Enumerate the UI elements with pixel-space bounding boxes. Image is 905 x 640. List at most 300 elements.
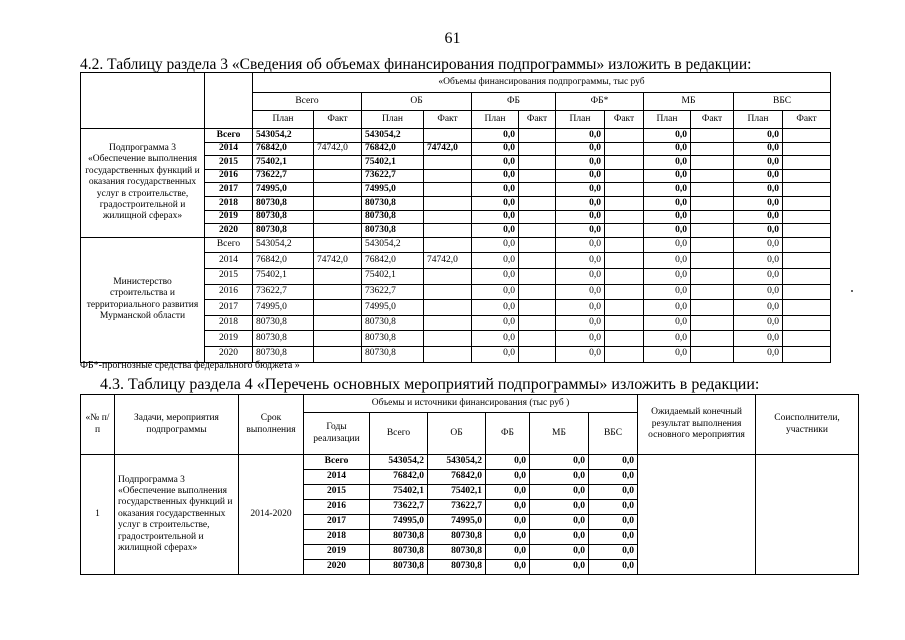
mb-cell: 0,0	[530, 515, 589, 530]
mb-cell: 0,0	[530, 485, 589, 500]
mb-fact-cell	[691, 210, 734, 224]
year-cell: 2020	[205, 346, 253, 362]
mb-cell: 0,0	[530, 545, 589, 560]
vbs-cell: 0,0	[589, 455, 638, 470]
year-cell: 2016	[205, 284, 253, 300]
vbs-fact-cell	[783, 237, 831, 253]
mb-fact-cell	[691, 315, 734, 331]
total-plan-cell: 75402,1	[253, 156, 314, 170]
vbs-cell: 0,0	[589, 485, 638, 500]
mb-fact-cell	[691, 237, 734, 253]
total-plan-cell: 74995,0	[253, 300, 314, 316]
scan-speck	[851, 290, 853, 292]
header-fact: Факт	[314, 111, 362, 129]
fb-fact-cell	[519, 268, 556, 284]
mb-plan-cell: 0,0	[644, 315, 691, 331]
ob-plan-cell: 80730,8	[362, 210, 424, 224]
fb-fact-cell	[519, 253, 556, 269]
total-fact-cell	[314, 183, 362, 197]
fb-forecast-plan-cell: 0,0	[556, 210, 605, 224]
mb-fact-cell	[691, 284, 734, 300]
fb-forecast-plan-cell: 0,0	[556, 142, 605, 156]
footnote: ФБ*-прогнозные средства федерального бюджета »	[80, 360, 300, 371]
mb-fact-cell	[691, 196, 734, 210]
mb-plan-cell: 0,0	[644, 346, 691, 362]
ob-plan-cell: 80730,8	[362, 315, 424, 331]
total-cell: 75402,1	[370, 485, 428, 500]
total-plan-cell: 75402,1	[253, 268, 314, 284]
total-cell: 76842,0	[370, 470, 428, 485]
fb-fact-cell	[519, 129, 556, 143]
mb-fact-cell	[691, 253, 734, 269]
fb-fact-cell	[519, 315, 556, 331]
total-plan-cell: 80730,8	[253, 210, 314, 224]
vbs-fact-cell	[783, 284, 831, 300]
vbs-fact-cell	[783, 315, 831, 331]
vbs-plan-cell: 0,0	[734, 253, 783, 269]
year-cell: 2018	[304, 530, 370, 545]
year-cell: 2017	[304, 515, 370, 530]
fb-forecast-fact-cell	[605, 129, 644, 143]
mb-plan-cell: 0,0	[644, 237, 691, 253]
total-fact-cell	[314, 284, 362, 300]
ob-cell: 73622,7	[428, 500, 486, 515]
mb-fact-cell	[691, 129, 734, 143]
ob-fact-cell	[424, 156, 472, 170]
fb-forecast-plan-cell: 0,0	[556, 196, 605, 210]
vbs-fact-cell	[783, 129, 831, 143]
ob-fact-cell	[424, 196, 472, 210]
header-plan: План	[362, 111, 424, 129]
vbs-fact-cell	[783, 183, 831, 197]
header-row	[81, 73, 831, 93]
ob-plan-cell: 76842,0	[362, 142, 424, 156]
mb-cell: 0,0	[530, 560, 589, 575]
ob-cell: 76842,0	[428, 470, 486, 485]
header-plan: План	[734, 111, 783, 129]
total-cell: 73622,7	[370, 500, 428, 515]
ob-plan-cell: 74995,0	[362, 183, 424, 197]
fb-plan-cell: 0,0	[472, 169, 519, 183]
table-row	[81, 237, 831, 253]
fb-forecast-plan-cell: 0,0	[556, 315, 605, 331]
year-cell: 2015	[205, 156, 253, 170]
ob-fact-cell	[424, 183, 472, 197]
total-plan-cell: 80730,8	[253, 331, 314, 347]
mb-cell: 0,0	[530, 470, 589, 485]
fb-forecast-plan-cell: 0,0	[556, 331, 605, 347]
fb-cell: 0,0	[486, 500, 530, 515]
header-group-fb-forecast: ФБ*	[556, 93, 644, 111]
fb-plan-cell: 0,0	[472, 331, 519, 347]
fb-plan-cell: 0,0	[472, 253, 519, 269]
fb-fact-cell	[519, 183, 556, 197]
total-fact-cell: 74742,0	[314, 142, 362, 156]
total-fact-cell	[314, 346, 362, 362]
vbs-plan-cell: 0,0	[734, 169, 783, 183]
total-fact-cell	[314, 224, 362, 238]
section-heading-4-2: 4.2. Таблицу раздела 3 «Сведения об объемах финансирования подпрограммы» изложить в редакции:	[80, 56, 752, 73]
t2-header-ob: ОБ	[428, 413, 486, 455]
fb-fact-cell	[519, 210, 556, 224]
vbs-fact-cell	[783, 268, 831, 284]
fb-forecast-plan-cell: 0,0	[556, 346, 605, 362]
ob-plan-cell: 80730,8	[362, 224, 424, 238]
year-cell: 2016	[205, 169, 253, 183]
ob-fact-cell	[424, 224, 472, 238]
vbs-fact-cell	[783, 300, 831, 316]
year-cell: 2019	[304, 545, 370, 560]
vbs-plan-cell: 0,0	[734, 142, 783, 156]
year-cell: Всего	[304, 455, 370, 470]
fb-forecast-fact-cell	[605, 331, 644, 347]
mb-fact-cell	[691, 142, 734, 156]
total-fact-cell	[314, 129, 362, 143]
fb-forecast-fact-cell	[605, 300, 644, 316]
year-cell: 2017	[205, 300, 253, 316]
fb-forecast-plan-cell: 0,0	[556, 300, 605, 316]
total-fact-cell	[314, 237, 362, 253]
vbs-fact-cell	[783, 224, 831, 238]
ob-cell: 74995,0	[428, 515, 486, 530]
fb-forecast-plan-cell: 0,0	[556, 156, 605, 170]
mb-plan-cell: 0,0	[644, 284, 691, 300]
fb-forecast-fact-cell	[605, 142, 644, 156]
vbs-fact-cell	[783, 210, 831, 224]
year-cell: 2020	[205, 224, 253, 238]
total-fact-cell	[314, 331, 362, 347]
vbs-plan-cell: 0,0	[734, 210, 783, 224]
fb-fact-cell	[519, 196, 556, 210]
fb-cell: 0,0	[486, 530, 530, 545]
fb-forecast-plan-cell: 0,0	[556, 253, 605, 269]
mb-fact-cell	[691, 300, 734, 316]
fb-forecast-fact-cell	[605, 315, 644, 331]
t2-header-term: Срок выполнения	[239, 395, 304, 455]
header-plan: План	[472, 111, 519, 129]
mb-cell: 0,0	[530, 455, 589, 470]
fb-forecast-fact-cell	[605, 169, 644, 183]
fb-forecast-plan-cell: 0,0	[556, 169, 605, 183]
total-plan-cell: 80730,8	[253, 346, 314, 362]
total-cell: 80730,8	[370, 530, 428, 545]
ob-plan-cell: 80730,8	[362, 196, 424, 210]
ob-cell: 80730,8	[428, 560, 486, 575]
ob-plan-cell: 74995,0	[362, 300, 424, 316]
ob-fact-cell	[424, 284, 472, 300]
vbs-cell: 0,0	[589, 500, 638, 515]
fb-forecast-plan-cell: 0,0	[556, 268, 605, 284]
mb-plan-cell: 0,0	[644, 169, 691, 183]
subprogram-task-cell: Подпрограмма 3 «Обеспечение выполнения государственных функций и оказания государственных услуг в строительстве, градостроительной и жилищной сферах»	[115, 455, 239, 575]
year-cell: 2019	[205, 210, 253, 224]
fb-cell: 0,0	[486, 470, 530, 485]
t2-header-years: Годы реализации	[304, 413, 370, 455]
mb-plan-cell: 0,0	[644, 268, 691, 284]
vbs-fact-cell	[783, 253, 831, 269]
mb-plan-cell: 0,0	[644, 196, 691, 210]
total-fact-cell	[314, 156, 362, 170]
total-cell: 80730,8	[370, 545, 428, 560]
mb-plan-cell: 0,0	[644, 331, 691, 347]
ob-plan-cell: 80730,8	[362, 331, 424, 347]
header-fact: Факт	[691, 111, 734, 129]
fb-forecast-plan-cell: 0,0	[556, 284, 605, 300]
fb-forecast-plan-cell: 0,0	[556, 183, 605, 197]
ob-plan-cell: 543054,2	[362, 237, 424, 253]
fb-fact-cell	[519, 169, 556, 183]
mb-plan-cell: 0,0	[644, 142, 691, 156]
fb-fact-cell	[519, 300, 556, 316]
fb-plan-cell: 0,0	[472, 210, 519, 224]
mb-plan-cell: 0,0	[644, 210, 691, 224]
header-fact: Факт	[605, 111, 644, 129]
row-number-cell: 1	[81, 455, 115, 575]
fb-cell: 0,0	[486, 485, 530, 500]
year-cell: 2018	[205, 196, 253, 210]
mb-plan-cell: 0,0	[644, 253, 691, 269]
fb-forecast-fact-cell	[605, 268, 644, 284]
ob-fact-cell	[424, 129, 472, 143]
fb-plan-cell: 0,0	[472, 183, 519, 197]
total-cell: 80730,8	[370, 560, 428, 575]
mb-cell: 0,0	[530, 500, 589, 515]
t2-header-funding: Объемы и источники финансирования (тыс руб )	[304, 395, 638, 413]
year-cell: 2014	[205, 142, 253, 156]
ob-plan-cell: 80730,8	[362, 346, 424, 362]
year-cell: 2016	[304, 500, 370, 515]
fb-plan-cell: 0,0	[472, 156, 519, 170]
ob-fact-cell	[424, 315, 472, 331]
mb-plan-cell: 0,0	[644, 300, 691, 316]
ob-fact-cell	[424, 346, 472, 362]
vbs-plan-cell: 0,0	[734, 268, 783, 284]
vbs-cell: 0,0	[589, 530, 638, 545]
ob-cell: 80730,8	[428, 530, 486, 545]
ob-plan-cell: 75402,1	[362, 156, 424, 170]
vbs-plan-cell: 0,0	[734, 156, 783, 170]
total-plan-cell: 543054,2	[253, 237, 314, 253]
header-plan: План	[253, 111, 314, 129]
fb-fact-cell	[519, 237, 556, 253]
year-cell: Всего	[205, 129, 253, 143]
header-financing-volumes: «Объемы финансирования подпрограммы, тыс руб	[253, 73, 831, 93]
ob-fact-cell: 74742,0	[424, 253, 472, 269]
fb-forecast-fact-cell	[605, 196, 644, 210]
mb-fact-cell	[691, 169, 734, 183]
financing-table	[80, 72, 831, 363]
fb-fact-cell	[519, 284, 556, 300]
vbs-cell: 0,0	[589, 515, 638, 530]
fb-forecast-fact-cell	[605, 224, 644, 238]
total-plan-cell: 543054,2	[253, 129, 314, 143]
ob-cell: 80730,8	[428, 545, 486, 560]
fb-fact-cell	[519, 331, 556, 347]
ob-plan-cell: 73622,7	[362, 284, 424, 300]
mb-fact-cell	[691, 156, 734, 170]
year-cell: 2015	[205, 268, 253, 284]
mb-plan-cell: 0,0	[644, 156, 691, 170]
vbs-plan-cell: 0,0	[734, 331, 783, 347]
ob-fact-cell	[424, 169, 472, 183]
vbs-plan-cell: 0,0	[734, 300, 783, 316]
fb-fact-cell	[519, 142, 556, 156]
vbs-cell: 0,0	[589, 470, 638, 485]
year-cell: 2014	[205, 253, 253, 269]
mb-fact-cell	[691, 224, 734, 238]
header-group-vbs: ВБС	[734, 93, 831, 111]
total-fact-cell	[314, 300, 362, 316]
fb-forecast-plan-cell: 0,0	[556, 237, 605, 253]
ob-fact-cell	[424, 268, 472, 284]
t2-header-vbs: ВБС	[589, 413, 638, 455]
vbs-cell: 0,0	[589, 545, 638, 560]
total-plan-cell: 76842,0	[253, 253, 314, 269]
table-row	[81, 129, 831, 143]
year-cell: 2014	[304, 470, 370, 485]
total-plan-cell: 73622,7	[253, 284, 314, 300]
page-number: 61	[444, 30, 461, 47]
mb-fact-cell	[691, 346, 734, 362]
total-fact-cell	[314, 268, 362, 284]
result-cell	[638, 455, 756, 575]
fb-cell: 0,0	[486, 545, 530, 560]
year-cell: 2020	[304, 560, 370, 575]
t2-header-row	[81, 395, 859, 413]
subprogram-3-label: Подпрограмма 3 «Обеспечение выполнения государственных функций и оказания государственных услуг в строительстве, градостроительной и жилищной сферах»	[81, 129, 205, 238]
fb-forecast-fact-cell	[605, 237, 644, 253]
fb-cell: 0,0	[486, 455, 530, 470]
ob-plan-cell: 73622,7	[362, 169, 424, 183]
total-plan-cell: 76842,0	[253, 142, 314, 156]
vbs-plan-cell: 0,0	[734, 237, 783, 253]
vbs-cell: 0,0	[589, 560, 638, 575]
fb-cell: 0,0	[486, 560, 530, 575]
fb-plan-cell: 0,0	[472, 315, 519, 331]
section-heading-4-3: 4.3. Таблицу раздела 4 «Перечень основных мероприятий подпрограммы» изложить в редакции:	[100, 376, 760, 393]
main-activities-table	[80, 394, 859, 575]
executors-cell	[756, 455, 859, 575]
vbs-plan-cell: 0,0	[734, 129, 783, 143]
ob-fact-cell	[424, 237, 472, 253]
ob-fact-cell	[424, 210, 472, 224]
header-group-total: Всего	[253, 93, 362, 111]
total-cell: 543054,2	[370, 455, 428, 470]
fb-plan-cell: 0,0	[472, 129, 519, 143]
fb-fact-cell	[519, 346, 556, 362]
year-cell: 2019	[205, 331, 253, 347]
header-group-ob: ОБ	[362, 93, 472, 111]
ob-plan-cell: 543054,2	[362, 129, 424, 143]
t2-header-num: «№ п/п	[81, 395, 115, 455]
total-plan-cell: 80730,8	[253, 196, 314, 210]
total-cell: 74995,0	[370, 515, 428, 530]
vbs-plan-cell: 0,0	[734, 196, 783, 210]
header-group-fb: ФБ	[472, 93, 556, 111]
fb-forecast-fact-cell	[605, 156, 644, 170]
fb-fact-cell	[519, 156, 556, 170]
total-plan-cell: 73622,7	[253, 169, 314, 183]
mb-fact-cell	[691, 268, 734, 284]
table-row	[81, 455, 859, 470]
year-cell: 2017	[205, 183, 253, 197]
ob-fact-cell	[424, 331, 472, 347]
fb-fact-cell	[519, 224, 556, 238]
fb-forecast-plan-cell: 0,0	[556, 224, 605, 238]
fb-forecast-fact-cell	[605, 210, 644, 224]
fb-forecast-fact-cell	[605, 253, 644, 269]
total-fact-cell	[314, 210, 362, 224]
total-fact-cell	[314, 196, 362, 210]
ob-plan-cell: 75402,1	[362, 268, 424, 284]
header-fact: Факт	[783, 111, 831, 129]
mb-plan-cell: 0,0	[644, 129, 691, 143]
mb-cell: 0,0	[530, 530, 589, 545]
fb-plan-cell: 0,0	[472, 237, 519, 253]
vbs-plan-cell: 0,0	[734, 183, 783, 197]
header-blank-cell	[81, 73, 205, 129]
fb-forecast-fact-cell	[605, 346, 644, 362]
term-cell: 2014-2020	[239, 455, 304, 575]
vbs-fact-cell	[783, 142, 831, 156]
vbs-plan-cell: 0,0	[734, 284, 783, 300]
vbs-plan-cell: 0,0	[734, 346, 783, 362]
vbs-fact-cell	[783, 156, 831, 170]
fb-plan-cell: 0,0	[472, 268, 519, 284]
fb-plan-cell: 0,0	[472, 300, 519, 316]
ministry-label: Министерство строительства и территориального развития Мурманской области	[81, 237, 205, 362]
fb-forecast-fact-cell	[605, 183, 644, 197]
total-fact-cell: 74742,0	[314, 253, 362, 269]
fb-forecast-fact-cell	[605, 284, 644, 300]
header-plan: План	[556, 111, 605, 129]
total-fact-cell	[314, 315, 362, 331]
t2-header-result: Ожидаемый конечный результат выполнения основного мероприятия	[638, 395, 756, 455]
year-cell: Всего	[205, 237, 253, 253]
ob-plan-cell: 76842,0	[362, 253, 424, 269]
ob-cell: 543054,2	[428, 455, 486, 470]
total-plan-cell: 80730,8	[253, 224, 314, 238]
header-fact: Факт	[519, 111, 556, 129]
t2-header-executors: Соисполнители, участники	[756, 395, 859, 455]
vbs-plan-cell: 0,0	[734, 224, 783, 238]
fb-plan-cell: 0,0	[472, 346, 519, 362]
t2-header-mb: МБ	[530, 413, 589, 455]
t2-header-total: Всего	[370, 413, 428, 455]
fb-plan-cell: 0,0	[472, 196, 519, 210]
vbs-fact-cell	[783, 169, 831, 183]
mb-fact-cell	[691, 183, 734, 197]
fb-plan-cell: 0,0	[472, 224, 519, 238]
header-group-mb: МБ	[644, 93, 734, 111]
vbs-fact-cell	[783, 331, 831, 347]
total-plan-cell: 80730,8	[253, 315, 314, 331]
vbs-fact-cell	[783, 196, 831, 210]
fb-plan-cell: 0,0	[472, 142, 519, 156]
year-cell: 2018	[205, 315, 253, 331]
ob-fact-cell	[424, 300, 472, 316]
fb-plan-cell: 0,0	[472, 284, 519, 300]
fb-forecast-plan-cell: 0,0	[556, 129, 605, 143]
ob-cell: 75402,1	[428, 485, 486, 500]
ob-fact-cell: 74742,0	[424, 142, 472, 156]
header-blank-cell	[205, 73, 253, 129]
vbs-plan-cell: 0,0	[734, 315, 783, 331]
vbs-fact-cell	[783, 346, 831, 362]
total-plan-cell: 74995,0	[253, 183, 314, 197]
mb-plan-cell: 0,0	[644, 224, 691, 238]
mb-plan-cell: 0,0	[644, 183, 691, 197]
